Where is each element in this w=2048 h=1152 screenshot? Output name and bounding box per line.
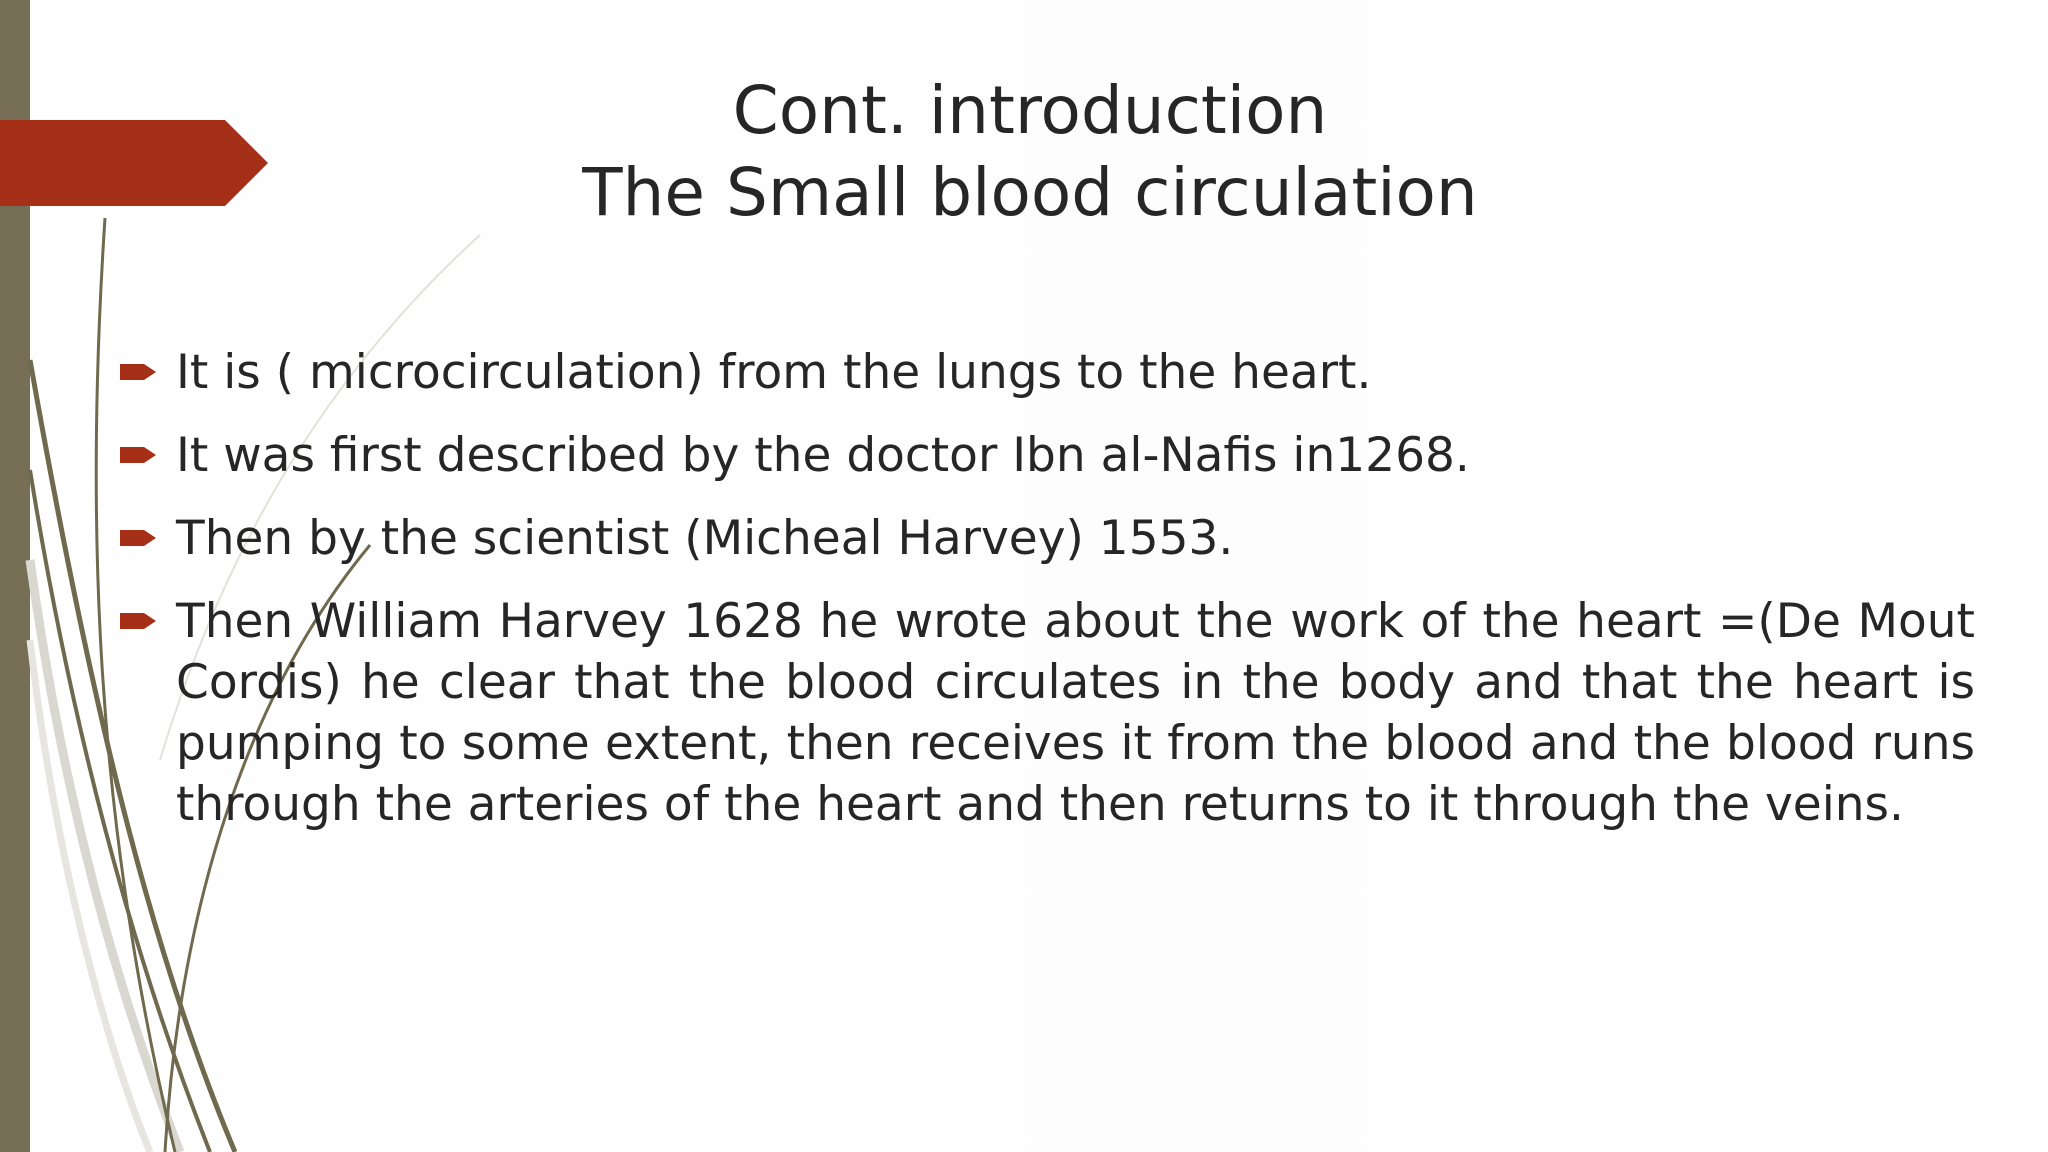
bullet-text: Then by the scientist (Micheal Harvey) 1553. (176, 511, 1234, 566)
bullet-text: It was first described by the doctor Ibn al-Nafis in1268. (176, 428, 1470, 483)
bullet-item (120, 508, 1975, 569)
arrow-bullet-icon (120, 609, 158, 633)
slide-title (430, 70, 1630, 234)
arrow-bullet-icon (120, 443, 158, 467)
bullet-list (120, 342, 1975, 857)
bullet-text: It is ( microcirculation) from the lungs to the heart. (176, 345, 1372, 400)
bullet-item (120, 342, 1975, 403)
arrow-bullet-icon (120, 526, 158, 550)
bullet-item (120, 425, 1975, 486)
bullet-text: Then William Harvey 1628 he wrote about the work of the heart =(De Mout Cordis) he clear that the blood circulates in the body and that the heart is pumping to some extent, then receives it from the blood and the blood runs through the arteries of the heart and then returns to it through the veins. (176, 594, 1975, 832)
bullet-item (120, 591, 1975, 835)
title-line-2: The Small blood circulation (582, 154, 1478, 231)
red-arrow-tab (0, 120, 270, 206)
arrow-bullet-icon (120, 360, 158, 384)
title-line-1: Cont. introduction (732, 72, 1328, 149)
